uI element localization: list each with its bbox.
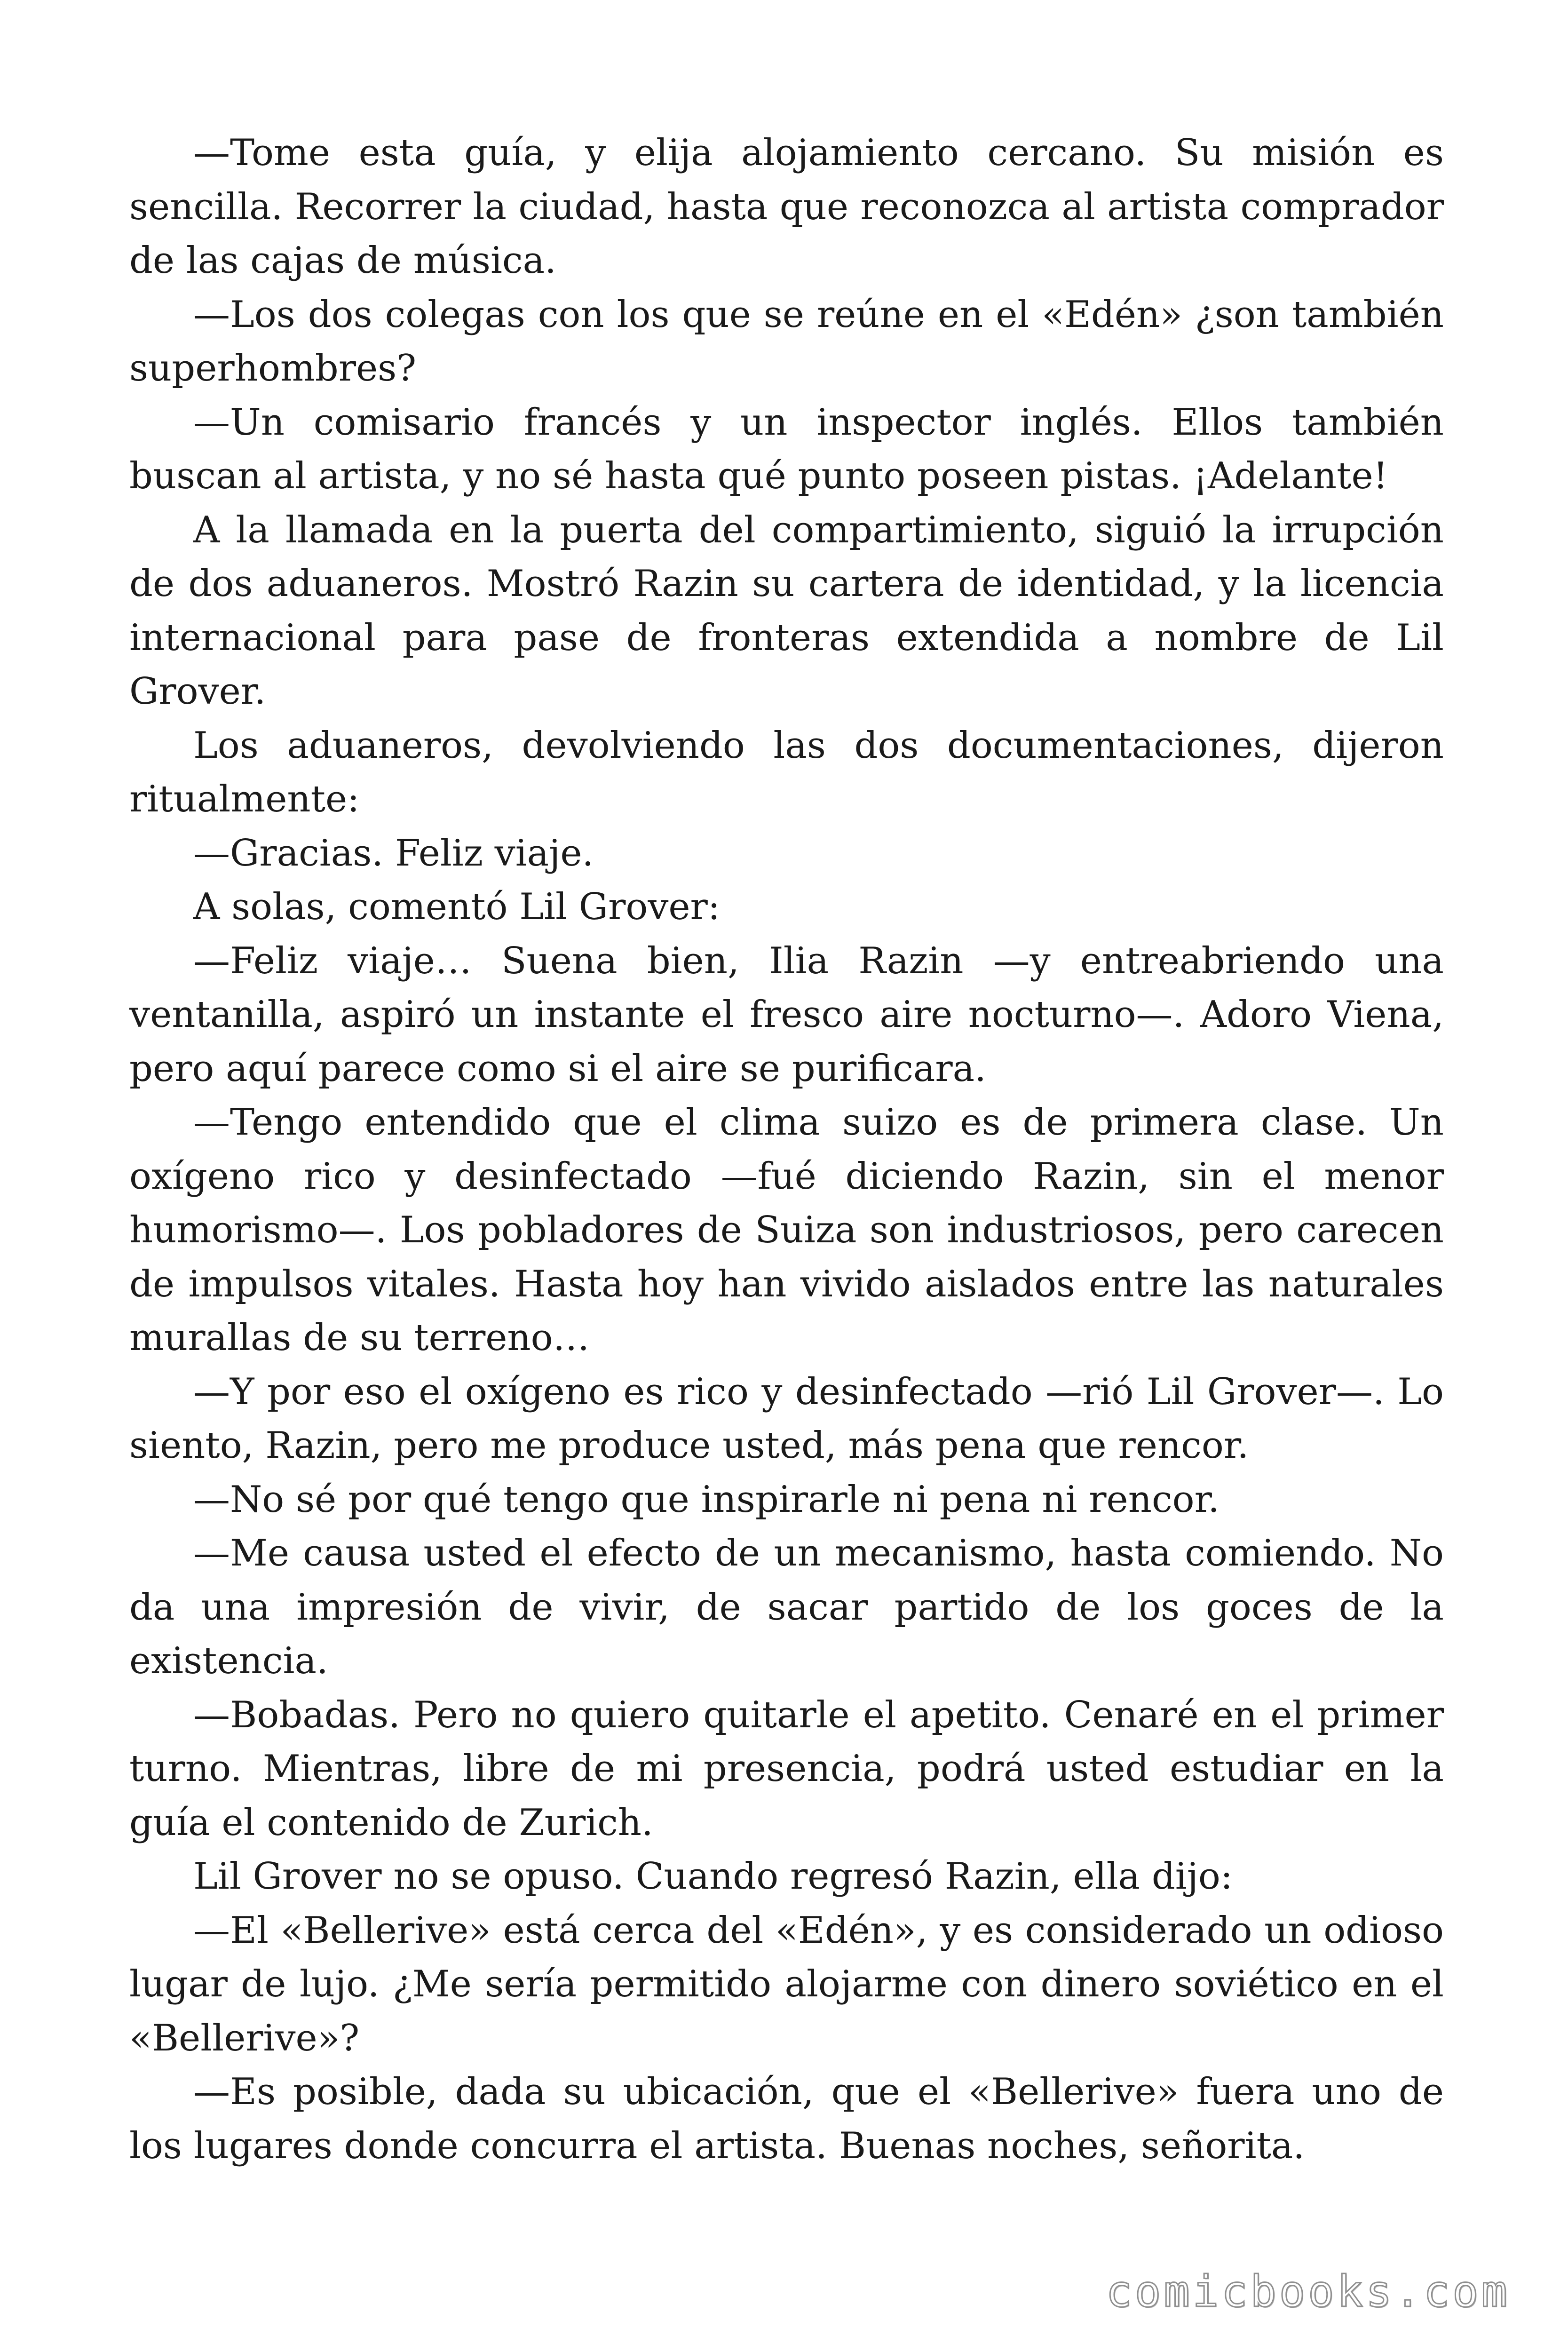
- paragraph: —El «Bellerive» está cerca del «Edén», y es considerado un odioso lugar de lujo. ¿Me sería permitido alojarme con dinero soviético en el «Bellerive»?: [129, 1909, 1444, 2059]
- paragraph: —Y por eso el oxígeno es rico y desinfectado —rió Lil Grover—. Lo siento, Razin, pero me produce usted, más pena que rencor.: [129, 1370, 1444, 1467]
- paragraph: —Los dos colegas con los que se reúne en el «Edén» ¿son también superhombres?: [129, 293, 1444, 389]
- page-body-text: [129, 126, 1444, 2173]
- paragraph: —Tome esta guía, y elija alojamiento cercano. Su misión es sencilla. Recorrer la ciudad, hasta que reconozca al artista comprador de las cajas de música.: [129, 132, 1444, 282]
- paragraph: Los aduaneros, devolviendo las dos documentaciones, dijeron ritualmente:: [129, 724, 1444, 820]
- paragraph: —No sé por qué tengo que inspirarle ni pena ni rencor.: [193, 1478, 1220, 1521]
- paragraph: —Bobadas. Pero no quiero quitarle el apetito. Cenaré en el primer turno. Mientras, libre de mi presencia, podrá usted estudiar en la guía el contenido de Zurich.: [129, 1693, 1444, 1844]
- paragraph: —Es posible, dada su ubicación, que el «Bellerive» fuera uno de los lugares donde concurra el artista. Buenas noches, señorita.: [129, 2071, 1444, 2167]
- paragraph: A la llamada en la puerta del compartimiento, siguió la irrupción de dos aduaneros. Mostró Razin su cartera de identidad, y la licencia internacional para pase de fronteras extendida a nombre de Lil Grover.: [129, 509, 1444, 713]
- paragraph: —Tengo entendido que el clima suizo es de primera clase. Un oxígeno rico y desinfectado —fué diciendo Razin, sin el menor humorismo—. Los pobladores de Suiza son industriosos, pero carecen de impulsos vitales. Hasta hoy han vivido aislados entre las naturales murallas de su terreno…: [129, 1101, 1444, 1359]
- paragraph: Lil Grover no se opuso. Cuando regresó Razin, ella dijo:: [193, 1855, 1233, 1898]
- paragraph: —Feliz viaje… Suena bien, Ilia Razin —y entreabriendo una ventanilla, aspiró un instante el fresco aire nocturno—. Adoro Viena, pero aquí parece como si el aire se purificara.: [129, 939, 1444, 1090]
- paragraph: —Un comisario francés y un inspector inglés. Ellos también buscan al artista, y no sé hasta qué punto poseen pistas. ¡Adelante!: [129, 401, 1444, 497]
- paragraph: —Gracias. Feliz viaje.: [193, 832, 594, 874]
- paragraph: A solas, comentó Lil Grover:: [193, 886, 721, 928]
- paragraph: —Me causa usted el efecto de un mecanismo, hasta comiendo. No da una impresión de vivir, de sacar partido de los goces de la existencia.: [129, 1532, 1444, 1682]
- site-watermark: comicbooks.com: [1106, 2266, 1510, 2317]
